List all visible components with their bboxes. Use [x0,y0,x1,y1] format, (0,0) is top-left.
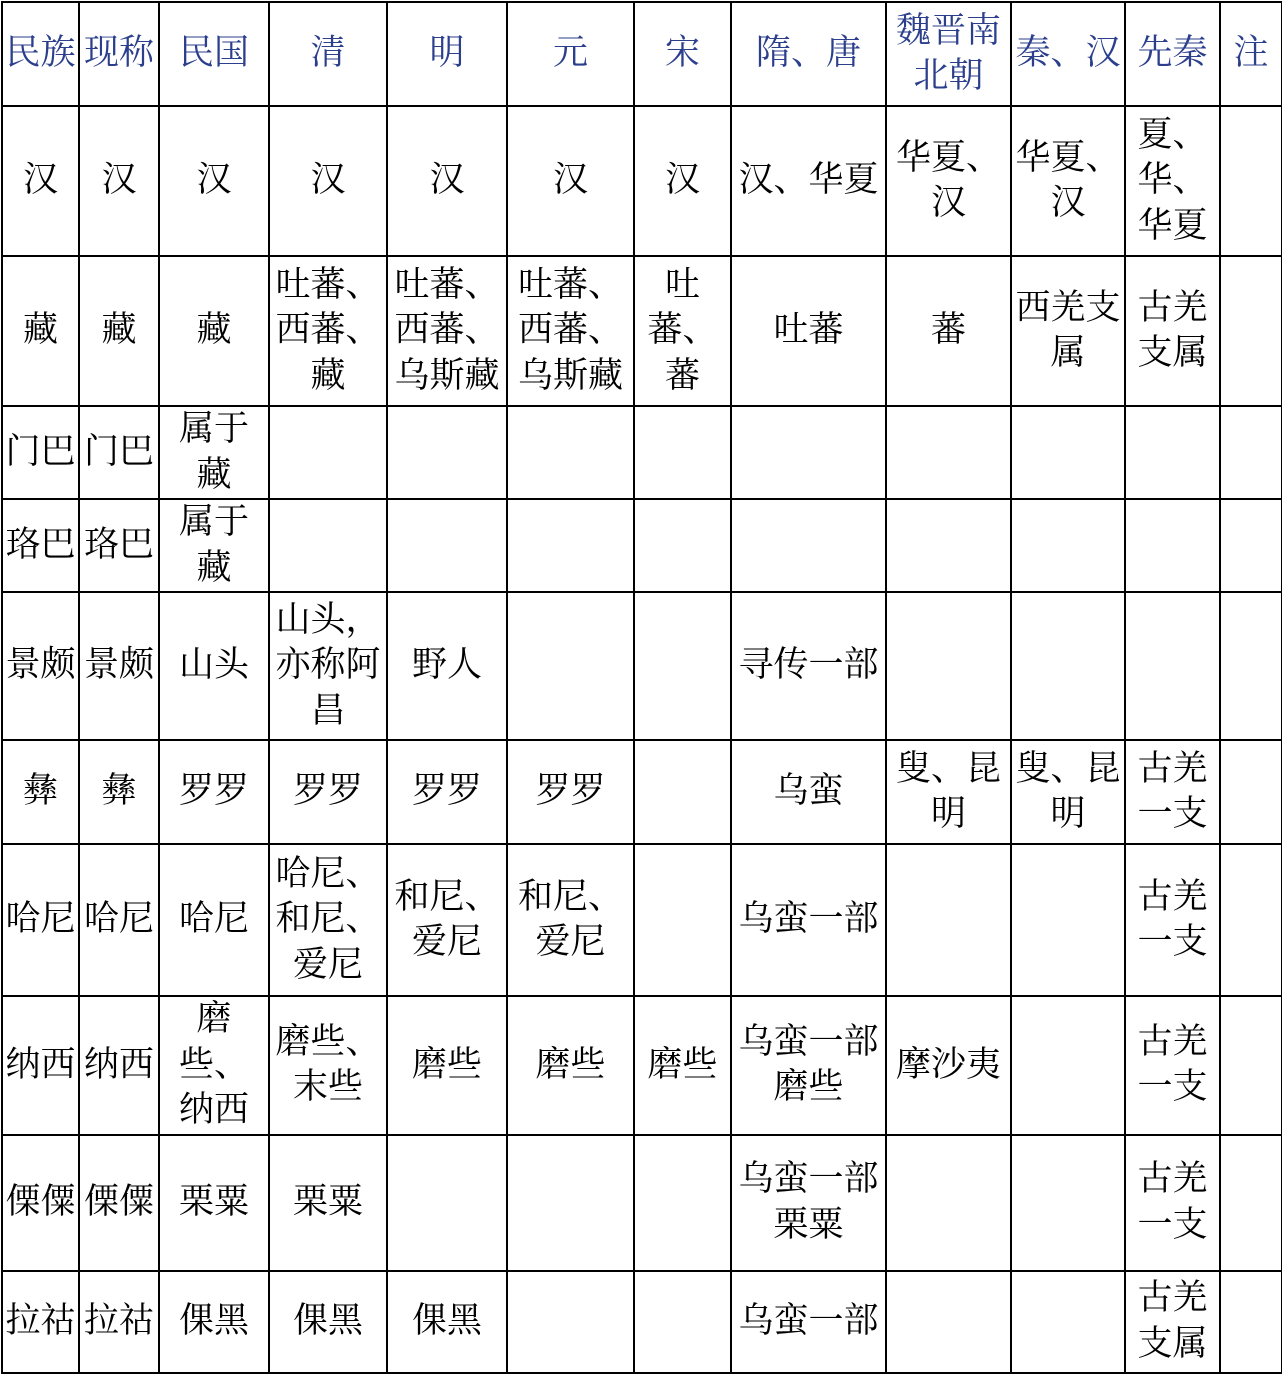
table-cell [1220,1135,1282,1271]
table-cell: 磨些、末些 [269,996,387,1135]
table-cell: 属于藏 [159,499,269,592]
table-cell [387,406,507,499]
table-cell: 汉 [507,106,634,256]
table-cell: 藏 [2,256,79,406]
table-cell: 叟、昆明 [1011,740,1125,844]
table-cell: 乌蛮一部磨些 [731,996,886,1135]
table-cell [507,499,634,592]
table-cell: 吐蕃、蕃 [634,256,731,406]
table-cell [1011,1271,1125,1373]
table-row [2,844,1282,996]
table-row [2,106,1282,256]
table-cell [886,1271,1011,1373]
table-cell [387,1135,507,1271]
table-cell [1220,592,1282,740]
header-cell: 清 [269,2,387,106]
table-cell [634,1271,731,1373]
table-cell [731,406,886,499]
table-cell: 古羌一支 [1125,740,1220,844]
table-cell: 蕃 [886,256,1011,406]
table-cell [1125,406,1220,499]
header-row [2,2,1282,106]
table-cell: 吐蕃、西蕃、藏 [269,256,387,406]
table-cell [634,740,731,844]
header-cell: 现称 [79,2,159,106]
table-cell: 吐蕃、西蕃、乌斯藏 [507,256,634,406]
table-cell: 倮黑 [159,1271,269,1373]
table-cell: 和尼、爱尼 [507,844,634,996]
header-cell: 明 [387,2,507,106]
table-cell: 栗粟 [269,1135,387,1271]
header-cell: 魏晋南北朝 [886,2,1011,106]
header-cell: 隋、唐 [731,2,886,106]
table-cell: 汉、华夏 [731,106,886,256]
table-cell: 摩沙夷 [886,996,1011,1135]
table-cell: 哈尼 [79,844,159,996]
table-cell [507,1271,634,1373]
table-cell [634,406,731,499]
header-cell: 元 [507,2,634,106]
table-cell: 磨些、纳西 [159,996,269,1135]
header-cell: 民族 [2,2,79,106]
table-cell [634,844,731,996]
table-cell [1220,106,1282,256]
table-cell: 汉 [2,106,79,256]
table-cell: 哈尼 [159,844,269,996]
header-cell: 注 [1220,2,1282,106]
table-cell: 罗罗 [269,740,387,844]
table-cell [1011,844,1125,996]
header-cell: 宋 [634,2,731,106]
table-cell: 傈僳 [2,1135,79,1271]
table-cell [1011,499,1125,592]
table-cell: 古羌支属 [1125,1271,1220,1373]
table-cell: 夏、华、华夏 [1125,106,1220,256]
table-cell: 拉祜 [2,1271,79,1373]
table-cell [886,592,1011,740]
table-cell: 汉 [269,106,387,256]
table-cell [507,1135,634,1271]
table-cell: 彝 [79,740,159,844]
table-cell: 倮黑 [387,1271,507,1373]
table-cell [507,592,634,740]
table-row [2,592,1282,740]
table-cell: 吐蕃、西蕃、乌斯藏 [387,256,507,406]
table-cell [886,844,1011,996]
table-cell: 栗粟 [159,1135,269,1271]
table-cell: 纳西 [2,996,79,1135]
table-cell: 汉 [79,106,159,256]
table-cell [1220,844,1282,996]
table-cell: 和尼、爱尼 [387,844,507,996]
table-row [2,256,1282,406]
table-cell: 磨些 [507,996,634,1135]
header-cell: 秦、汉 [1011,2,1125,106]
table-cell: 磨些 [387,996,507,1135]
table-cell [1125,592,1220,740]
table-cell: 吐蕃 [731,256,886,406]
table-cell: 傈僳 [79,1135,159,1271]
table-cell: 藏 [159,256,269,406]
table-cell: 磨些 [634,996,731,1135]
table-cell [507,406,634,499]
table-cell: 山头，亦称阿昌 [269,592,387,740]
table-cell [1220,406,1282,499]
table-cell: 乌蛮一部栗粟 [731,1135,886,1271]
table-cell [269,406,387,499]
table-cell: 景颇 [79,592,159,740]
table-cell: 纳西 [79,996,159,1135]
table-cell [1220,256,1282,406]
table-cell: 山头 [159,592,269,740]
table-cell [634,1135,731,1271]
table-row [2,740,1282,844]
table-cell [1220,996,1282,1135]
table-cell [1125,499,1220,592]
table-cell: 寻传一部 [731,592,886,740]
table-cell: 珞巴 [79,499,159,592]
table-cell [1011,406,1125,499]
table-cell: 彝 [2,740,79,844]
table-cell: 拉祜 [79,1271,159,1373]
table-cell: 古羌一支 [1125,1135,1220,1271]
table-row [2,1271,1282,1373]
table-row [2,1135,1282,1271]
table-cell: 哈尼 [2,844,79,996]
table-cell [1220,1271,1282,1373]
table-cell: 乌蛮一部 [731,1271,886,1373]
table-cell: 哈尼、和尼、爱尼 [269,844,387,996]
table-cell [886,1135,1011,1271]
table-cell: 野人 [387,592,507,740]
table-cell: 叟、昆明 [886,740,1011,844]
table-cell [1011,1135,1125,1271]
header-cell: 民国 [159,2,269,106]
table-cell: 汉 [387,106,507,256]
table-cell: 属于藏 [159,406,269,499]
table-cell: 汉 [159,106,269,256]
table-cell: 罗罗 [507,740,634,844]
table-cell: 华夏、汉 [886,106,1011,256]
table-cell: 古羌一支 [1125,844,1220,996]
table-cell [1220,740,1282,844]
table-cell [634,499,731,592]
table-cell [634,592,731,740]
ethnic-names-table [1,1,1282,1374]
table-cell: 汉 [634,106,731,256]
table-cell [886,406,1011,499]
table-cell [1220,499,1282,592]
table-cell: 罗罗 [159,740,269,844]
table-row [2,996,1282,1135]
table-cell [387,499,507,592]
table-cell: 乌蛮一部 [731,844,886,996]
table-cell [731,499,886,592]
header-cell: 先秦 [1125,2,1220,106]
table-cell: 门巴 [2,406,79,499]
table-cell: 倮黑 [269,1271,387,1373]
table-cell [269,499,387,592]
table-cell: 华夏、汉 [1011,106,1125,256]
table-cell [886,499,1011,592]
table-row [2,499,1282,592]
table-cell: 珞巴 [2,499,79,592]
table-cell: 景颇 [2,592,79,740]
table-cell: 古羌一支 [1125,996,1220,1135]
table-row [2,406,1282,499]
table-cell: 古羌支属 [1125,256,1220,406]
table-cell: 乌蛮 [731,740,886,844]
table-cell: 西羌支属 [1011,256,1125,406]
table-cell: 藏 [79,256,159,406]
table-cell: 门巴 [79,406,159,499]
table-cell: 罗罗 [387,740,507,844]
table-cell [1011,592,1125,740]
table-cell [1011,996,1125,1135]
